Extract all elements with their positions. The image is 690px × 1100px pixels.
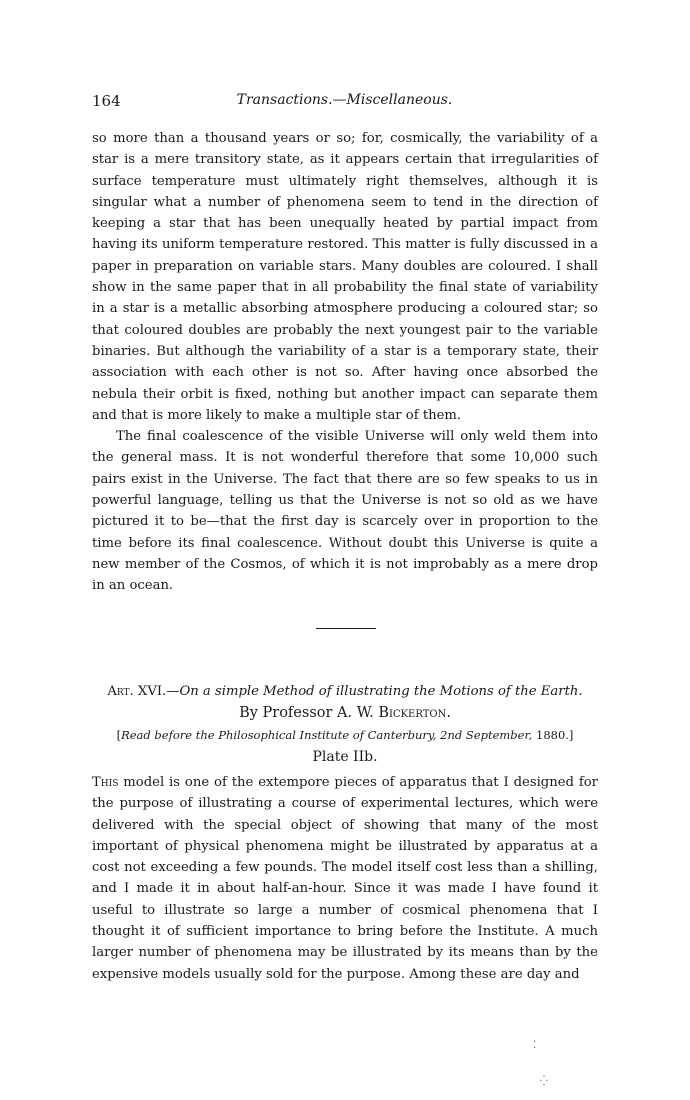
paragraph: The final coalescence of the visible Universe will only weld them into the general mass. It is not wonderful therefore that some 10,000 such pairs exist in the Universe. The fact that there are so few speaks to us in powerful language, telling us that the Universe is not so old as we have pictured it to be—that the first day is scarcely over in proportion to the time before its final coalescence. Without doubt this Universe is quite a new member of the Cosmos, of which it is not improbably as a mere drop in an ocean.: [92, 429, 598, 594]
running-head: Transactions.—Miscellaneous.: [236, 92, 453, 108]
author-name: A. W. Bickerton.: [337, 705, 451, 721]
paragraph-text: model is one of the extempore pieces of apparatus that I designed for the purpose of illustrating a course of experimental lectures, which were delivered with the special object of showing that many of the most important of physical phenomena might be illustrated by apparatus at a cost not exceeding a few pounds. The model itself cost less than a shilling, and I made it in about half-an-hour. Since it was made I have found it useful to illustrate so large a number of cosmical phenomena that I thought it of sufficient importance to bring before the Institute. A much larger number of phenomena may be illustrated by its means than by the expensive models usually sold for the purpose. Among these are day and: [92, 775, 598, 982]
byline: [92, 702, 598, 724]
byline-prefix: By Professor: [239, 705, 338, 721]
plate-reference: Plate IIb.: [312, 749, 378, 765]
ink-speck-mark: ⁚: [533, 1040, 537, 1051]
paragraph-lead-in: This: [92, 775, 119, 790]
read-note-text: Read before the Philosophical Institute of Canterbury, 2nd September,: [121, 728, 533, 742]
read-note-open: [: [116, 728, 122, 742]
article-title-text: —On a simple Method of illustrating the Motions of the Earth.: [166, 684, 583, 699]
page-header: [92, 92, 597, 114]
page-number: 164: [92, 92, 121, 110]
section-divider: [316, 628, 376, 629]
body-text-bottom: [92, 772, 598, 985]
read-note-close: 1880.]: [532, 728, 574, 742]
article-heading: [92, 682, 598, 768]
paragraph: [92, 772, 598, 985]
read-note: [92, 724, 598, 746]
ink-speck-mark: ⁛: [540, 1076, 548, 1087]
article-title: [92, 682, 598, 702]
paragraph: so more than a thousand years or so; for, cosmically, the variability of a star is a mere transitory state, as it appears certain that irregularities of surface temperature must ultimately right themselves, although it is singular what a number of phenomena seem to tend in the direction of keeping a star that has been unequally heated by partial impact from having its uniform temperature restored. This matter is fully discussed in a paper in preparation on variable stars. Many doubles are coloured. I shall show in the same paper that in all probability the final state of variability in a star is a metallic absorbing atmosphere producing a coloured star; so that coloured doubles are probably the next youngest pair to the variable binaries. But although the variability of a star is a temporary state, their association with each other is not so. After having once absorbed the nebula their orbit is fixed, nothing but another impact can separate them and that is more likely to make a multiple star of them.: [92, 131, 598, 423]
body-text-top: [92, 128, 598, 597]
article-number: Art. XVI.: [107, 684, 167, 699]
